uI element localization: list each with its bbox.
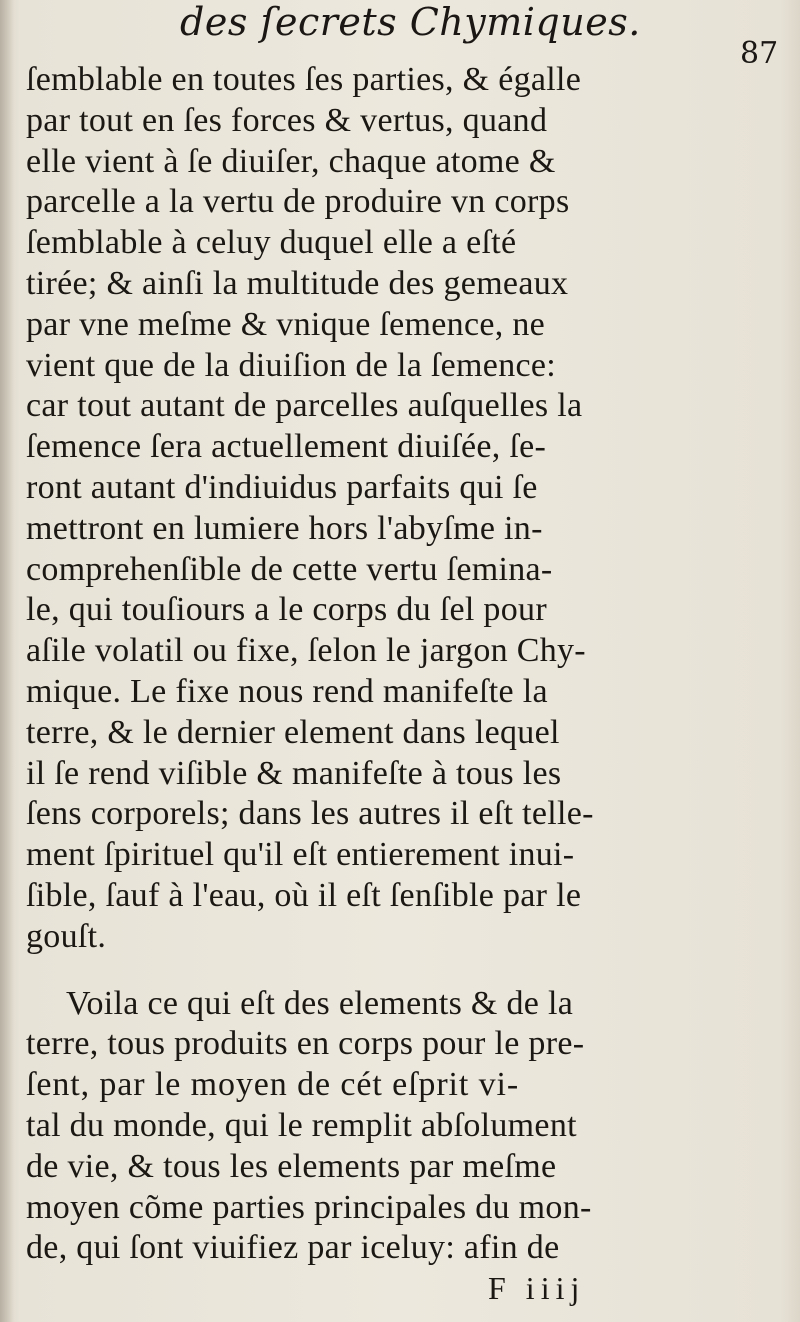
text-line: ſemblable à celuy duquel elle a eſté <box>26 224 517 262</box>
text-line: il ſe rend viſible & manifeſte à tous les <box>26 754 562 792</box>
text-line: tirée; & ainſi la multitude des gemeaux <box>26 264 569 302</box>
text-line: vient que de la diuiſion de la ſemence: <box>26 346 557 384</box>
text-line: le, qui touſiours a le corps du ſel pour <box>26 591 547 629</box>
page-number: 87 <box>740 36 779 71</box>
text-line: moyen cõme parties principales du mon- <box>26 1188 592 1226</box>
text-line: gouſt. <box>26 917 107 955</box>
text-line: ront autant d'indiuidus parfaits qui ſe <box>26 468 538 506</box>
text-line: aſile volatil ou fixe, ſelon le jargon Chy- <box>26 632 586 670</box>
text-line: ſens corporels; dans les autres il eſt telle- <box>26 795 594 833</box>
text-line: car tout autant de parcelles auſquelles la <box>26 387 583 425</box>
running-title: des ſecrets Chymiques. <box>180 0 641 44</box>
text-line: mettront en lumiere hors l'abyſme in- <box>26 509 543 547</box>
signature-mark: F iiij <box>488 1270 586 1306</box>
text-line: comprehenſible de cette vertu ſemina- <box>26 550 553 588</box>
text-line: terre, & le dernier element dans lequel <box>26 713 560 751</box>
text-line: ment ſpirituel qu'il eſt entierement inui- <box>26 836 575 874</box>
paragraph-2 <box>26 984 666 1270</box>
text-line: terre, tous produits en corps pour le pre- <box>26 1025 585 1063</box>
text-line: mique. Le fixe nous rend manifeſte la <box>26 672 548 710</box>
text-line: ſemblable en toutes ſes parties, & égalle <box>26 61 582 98</box>
paragraph-1 <box>26 60 666 958</box>
text-line: ſemence ſera actuellement diuiſée, ſe- <box>26 428 547 466</box>
text-line: tal du monde, qui le remplit abſolument <box>26 1106 577 1144</box>
text-line: ſible, ſauf à l'eau, où il eſt ſenſible par le <box>26 876 582 914</box>
text-line: Voila ce qui eſt des elements & de la <box>66 984 574 1022</box>
paragraph-gap <box>26 958 666 984</box>
text-line: parcelle a la vertu de produire vn corps <box>26 183 570 221</box>
text-block <box>26 60 666 1269</box>
text-line: de vie, & tous les elements par meſme <box>26 1147 557 1185</box>
gutter-shadow <box>0 0 14 1322</box>
text-line: de, qui ſont viuifiez par iceluy: afin de <box>26 1229 560 1267</box>
text-line: par tout en ſes forces & vertus, quand <box>26 101 548 139</box>
text-line: par vne meſme & vnique ſemence, ne <box>26 305 546 343</box>
text-line: ſent, par le moyen de cét eſprit vi- <box>26 1066 520 1104</box>
text-line: elle vient à ſe diuiſer, chaque atome & <box>26 142 556 180</box>
